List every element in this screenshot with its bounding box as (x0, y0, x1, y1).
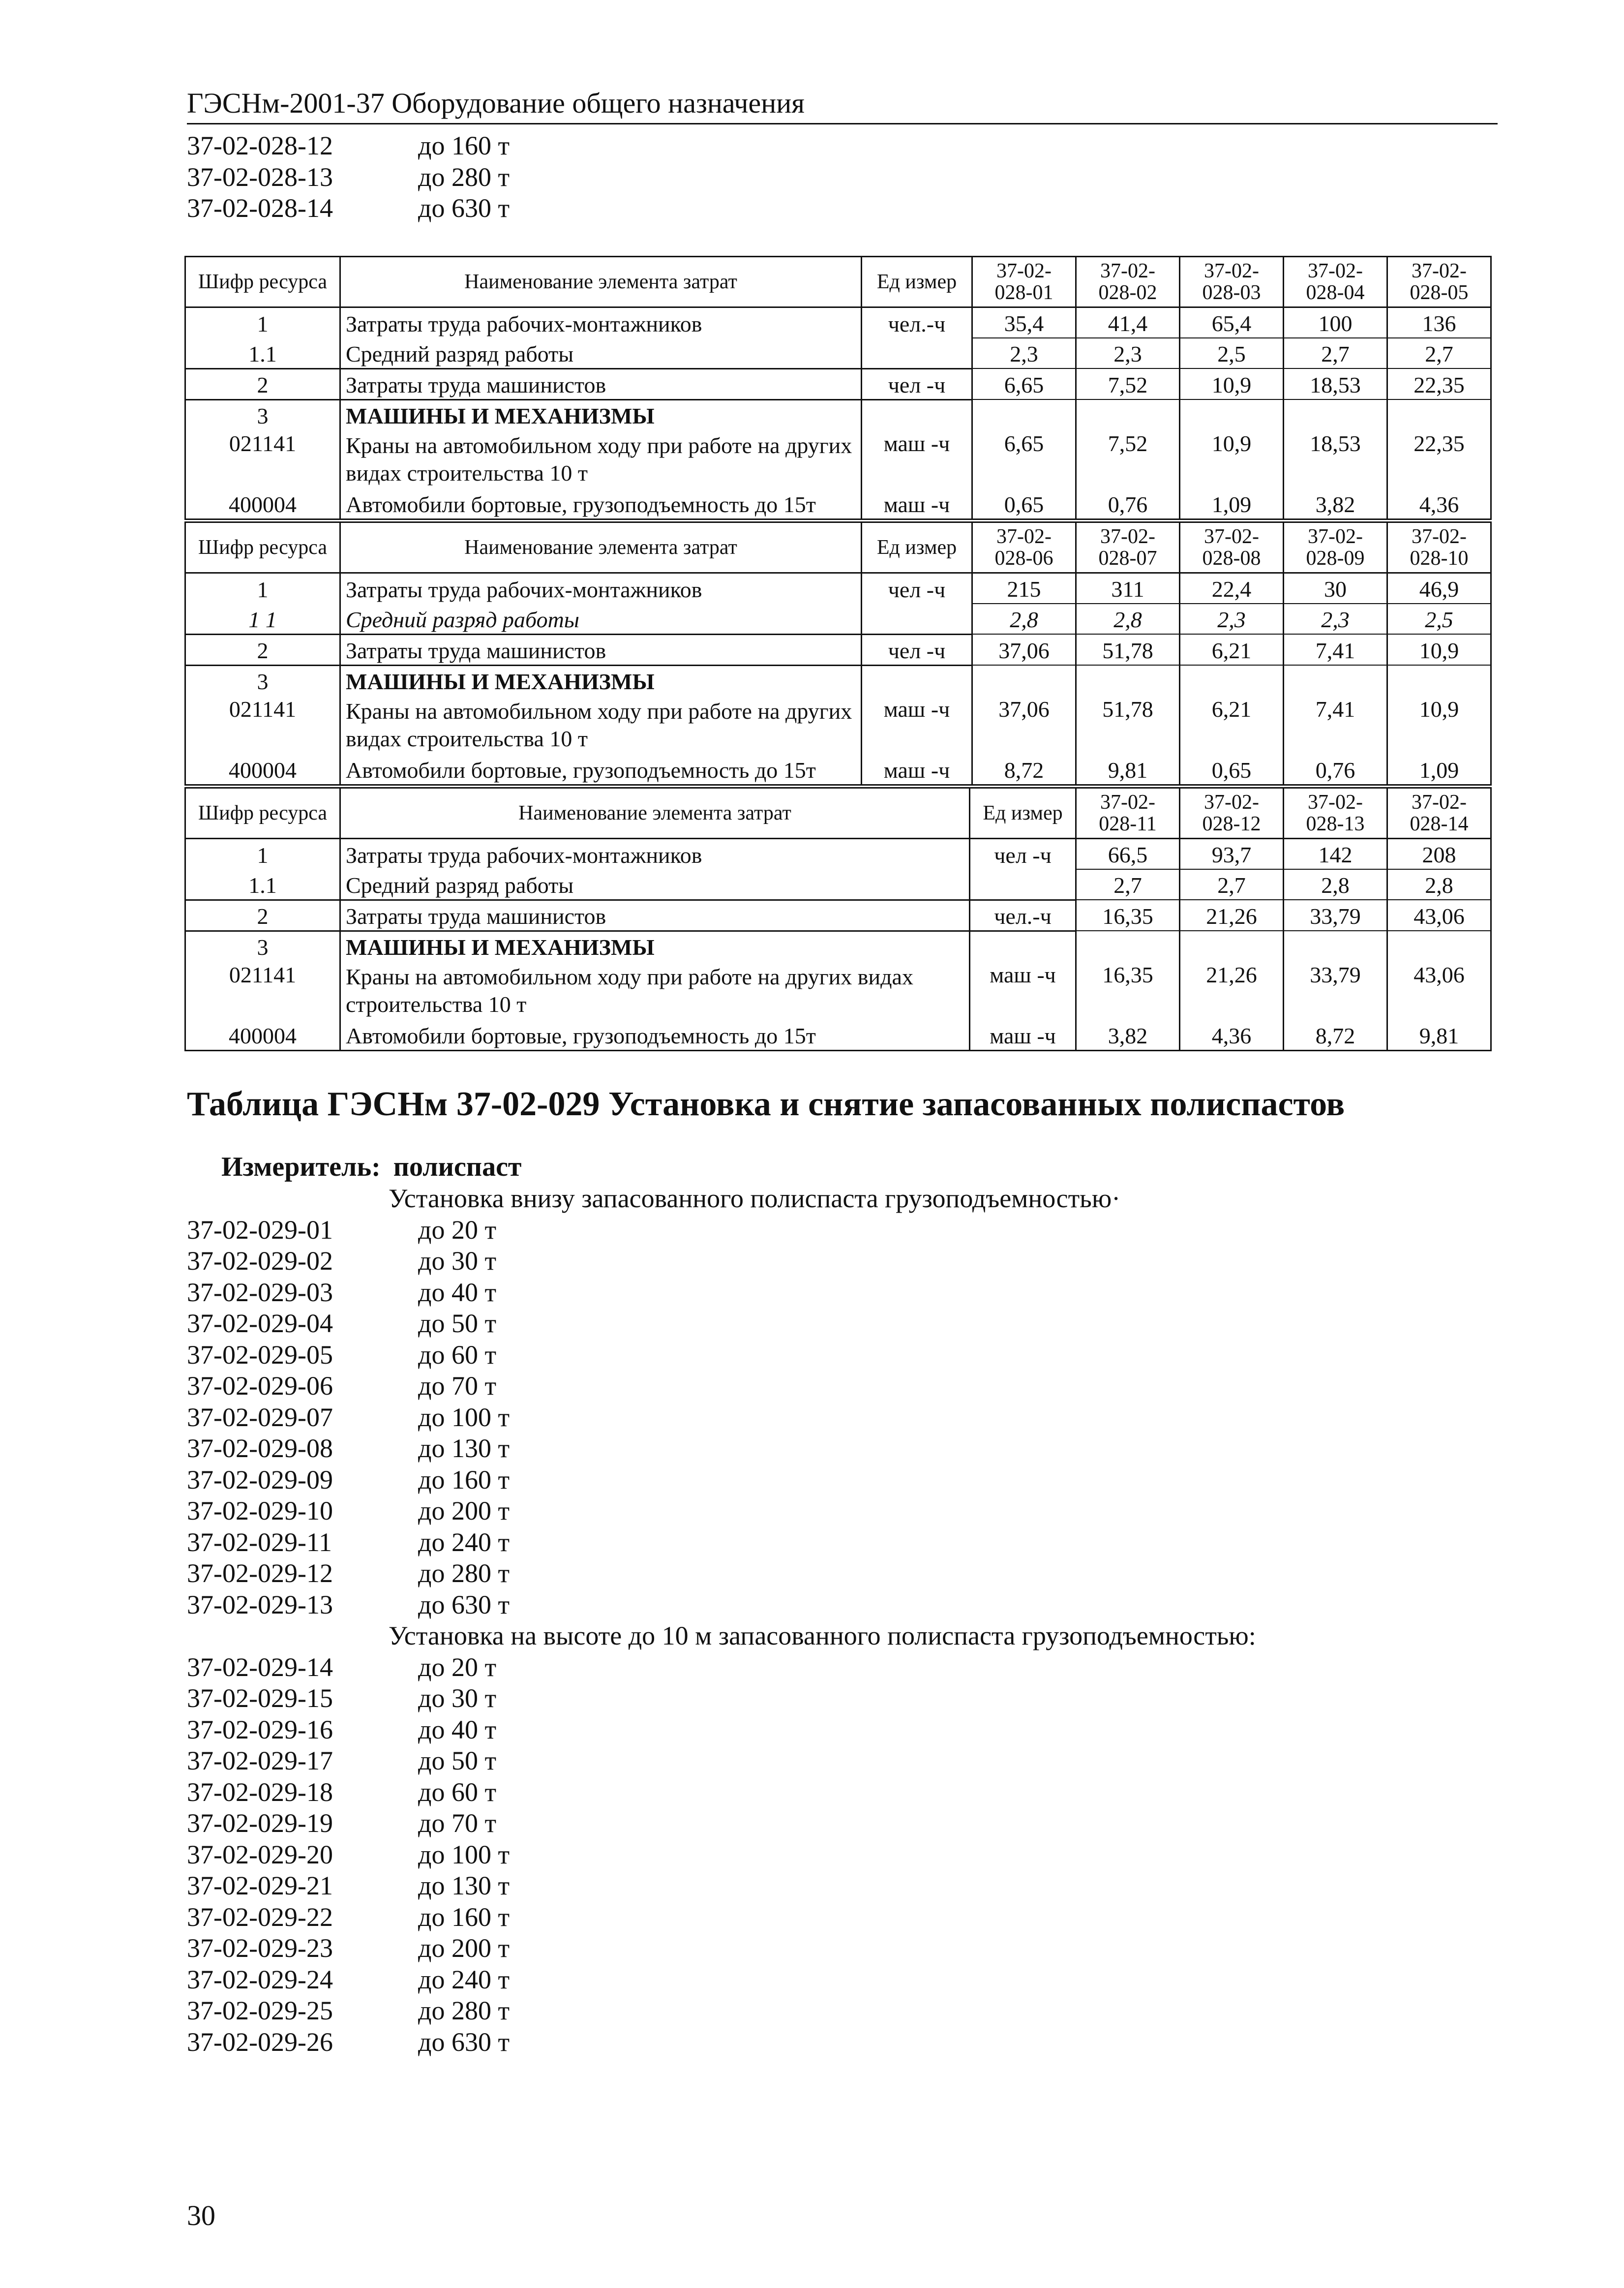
row-unit: чел.-ч (862, 307, 972, 338)
code: 37-02-028-13 (187, 162, 333, 192)
row-value: 21,26 (1180, 961, 1284, 1020)
code-row (187, 1964, 1256, 1996)
row-value: 10,9 (1180, 368, 1284, 399)
code-row (187, 1495, 1256, 1527)
table-row (185, 1020, 1491, 1051)
row-name: Затраты труда машинистов (340, 634, 862, 665)
code-desc: до 630 т (418, 1589, 510, 1619)
row-unit: маш -ч (862, 696, 972, 755)
row-code: 1 1 (185, 604, 340, 634)
code-desc: до 50 т (418, 1309, 497, 1338)
table-header-row (185, 257, 1491, 307)
page-number: 30 (187, 2199, 215, 2231)
code-desc: до 130 т (418, 1871, 510, 1900)
table-row (185, 634, 1491, 665)
row-value: 2,7 (1076, 869, 1180, 900)
row-code: 1 (185, 573, 340, 604)
row-value: 2,3 (1180, 604, 1284, 634)
row-value: 215 (972, 573, 1076, 604)
row-code: 021141 (185, 430, 340, 489)
code: 37-02-029-01 (187, 1215, 333, 1245)
header-column: 37-02- 028-12 (1180, 788, 1284, 839)
code-row (187, 1527, 1256, 1558)
row-value: 10,9 (1387, 696, 1491, 755)
row-code: 1.1 (185, 869, 340, 900)
code-row (187, 1402, 1256, 1434)
code: 37-02-029-26 (187, 2027, 333, 2057)
row-value: 6,65 (972, 430, 1076, 489)
code-row (187, 1745, 1256, 1777)
code-row (187, 1433, 1256, 1464)
row-name: Затраты труда рабочих-монтажников (340, 307, 862, 338)
row-code: 2 (185, 368, 340, 399)
row-value: 100 (1284, 307, 1387, 338)
header-column: 37-02- 028-07 (1076, 522, 1180, 573)
row-code: 400004 (185, 489, 340, 519)
code-desc: до 20 т (418, 1652, 497, 1682)
header-element-name: Наименование элемента затрат (340, 788, 970, 839)
row-value: 22,35 (1387, 368, 1491, 399)
row-unit: маш -ч (970, 1020, 1076, 1051)
row-value: 2,8 (1076, 604, 1180, 634)
row-code: 3 (185, 665, 340, 696)
row-value: 6,21 (1180, 634, 1284, 665)
row-value: 3,82 (1076, 1020, 1180, 1051)
row-name: МАШИНЫ И МЕХАНИЗМЫ (340, 399, 862, 430)
row-value: 9,81 (1076, 755, 1180, 785)
header-column: 37-02- 028-03 (1180, 257, 1284, 307)
header-column: 37-02- 028-02 (1076, 257, 1180, 307)
row-value: 51,78 (1076, 696, 1180, 755)
row-value: 8,72 (972, 755, 1076, 785)
resource-table-3 (184, 787, 1492, 1051)
row-value: 51,78 (1076, 634, 1180, 665)
table-row (185, 755, 1491, 785)
section-label: Установка внизу запасованного полиспаста грузоподъемностью· (389, 1184, 1121, 1213)
table-row (185, 399, 1491, 430)
code-row (187, 1340, 1256, 1371)
table-row (185, 696, 1491, 755)
row-value: 16,35 (1076, 900, 1180, 931)
code-row (187, 1995, 1256, 2027)
row-code: 400004 (185, 1020, 340, 1051)
row-value: 37,06 (972, 696, 1076, 755)
row-value: 7,52 (1076, 430, 1180, 489)
row-value: 43,06 (1387, 961, 1491, 1020)
page-header: ГЭСНм-2001-37 Оборудование общего назначения (187, 84, 1498, 124)
row-value: 35,4 (972, 307, 1076, 338)
code-desc: до 280 т (418, 1996, 510, 2025)
code-desc: до 160 т (418, 131, 510, 160)
row-value: 2,7 (1284, 338, 1387, 368)
row-value (1180, 665, 1284, 696)
row-value: 37,06 (972, 634, 1076, 665)
code: 37-02-029-13 (187, 1589, 333, 1619)
row-value: 2,8 (1284, 869, 1387, 900)
header-column: 37-02- 028-06 (972, 522, 1076, 573)
code-row (187, 1777, 1256, 1808)
resource-table-1 (184, 256, 1492, 520)
row-unit (862, 604, 972, 634)
code: 37-02-029-02 (187, 1246, 333, 1276)
row-name: Затраты труда машинистов (340, 900, 970, 931)
code-row (187, 2027, 1256, 2058)
row-value: 33,79 (1284, 900, 1387, 931)
row-value (1076, 399, 1180, 430)
row-value: 3,82 (1284, 489, 1387, 519)
row-value (1387, 665, 1491, 696)
table-row (185, 604, 1491, 634)
code-desc: до 200 т (418, 1933, 510, 1963)
code-row (187, 1714, 1256, 1746)
code: 37-02-029-24 (187, 1964, 333, 1994)
code-desc: до 240 т (418, 1527, 510, 1557)
code: 37-02-029-20 (187, 1839, 333, 1869)
header-column: 37-02- 028-11 (1076, 788, 1180, 839)
row-value: 1,09 (1180, 489, 1284, 519)
resource-table-2 (184, 521, 1492, 786)
header-column: 37-02- 028-13 (1284, 788, 1387, 839)
table-row (185, 869, 1491, 900)
code: 37-02-029-17 (187, 1746, 333, 1775)
code-row (187, 1371, 1256, 1402)
code: 37-02-029-25 (187, 1996, 333, 2025)
header-column: 37-02- 028-05 (1387, 257, 1491, 307)
code-row (187, 1933, 1256, 1964)
row-name: МАШИНЫ И МЕХАНИЗМЫ (340, 931, 970, 961)
code-desc: до 40 т (418, 1714, 497, 1744)
code-row (187, 1215, 1256, 1246)
code: 37-02-029-16 (187, 1714, 333, 1744)
row-value: 22,35 (1387, 430, 1491, 489)
row-value: 2,3 (972, 338, 1076, 368)
code: 37-02-029-04 (187, 1309, 333, 1338)
code-desc: до 280 т (418, 162, 510, 192)
row-unit (862, 399, 972, 430)
row-value (1180, 931, 1284, 961)
code-row (187, 1902, 1256, 1933)
code: 37-02-029-14 (187, 1652, 333, 1682)
row-code: 2 (185, 900, 340, 931)
row-value: 18,53 (1284, 368, 1387, 399)
code: 37-02-029-03 (187, 1277, 333, 1307)
row-name: Краны на автомобильном ходу при работе на других видах строительства 10 т (340, 696, 862, 755)
row-value (1387, 399, 1491, 430)
code-row (187, 1839, 1256, 1871)
row-value (1387, 931, 1491, 961)
code-row (187, 1308, 1256, 1340)
row-value: 21,26 (1180, 900, 1284, 931)
code: 37-02-029-12 (187, 1558, 333, 1588)
code-desc: до 70 т (418, 1371, 497, 1401)
row-name: Средний разряд работы (340, 869, 970, 900)
code-desc: до 50 т (418, 1746, 497, 1775)
code: 37-02-029-15 (187, 1683, 333, 1713)
row-value: 7,52 (1076, 368, 1180, 399)
code-row (187, 1277, 1256, 1309)
header-column: 37-02- 028-04 (1284, 257, 1387, 307)
row-name: Автомобили бортовые, грузоподъемность до 15т (340, 1020, 970, 1051)
row-name: Затраты труда рабочих-монтажников (340, 839, 970, 870)
code-row (187, 1870, 1256, 1902)
section-1-list (187, 1215, 1256, 1621)
row-value: 43,06 (1387, 900, 1491, 931)
row-value: 2,3 (1076, 338, 1180, 368)
code-desc: до 200 т (418, 1496, 510, 1525)
code: 37-02-029-19 (187, 1808, 333, 1838)
header-resource-code: Шифр ресурса (185, 257, 340, 307)
code-desc: до 630 т (418, 193, 510, 223)
row-unit: чел -ч (862, 634, 972, 665)
row-value: 7,41 (1284, 696, 1387, 755)
table-header-row (185, 522, 1491, 573)
header-unit: Ед измер (862, 522, 972, 573)
row-value: 46,9 (1387, 573, 1491, 604)
row-value (1284, 665, 1387, 696)
meter-line (221, 1151, 534, 1183)
code-row (187, 1589, 1256, 1621)
row-unit: чел.-ч (970, 900, 1076, 931)
code-desc: до 100 т (418, 1402, 510, 1432)
table-row (185, 430, 1491, 489)
row-unit: чел -ч (862, 368, 972, 399)
code-desc: до 160 т (418, 1464, 510, 1495)
code-row (187, 1464, 1256, 1496)
code: 37-02-029-07 (187, 1402, 333, 1432)
code: 37-02-029-22 (187, 1902, 333, 1932)
code: 37-02-029-11 (187, 1527, 332, 1557)
row-value (1076, 931, 1180, 961)
section-label: Установка на высоте до 10 м запасованного полиспаста грузоподъемностью: (389, 1621, 1256, 1650)
row-value (1284, 931, 1387, 961)
row-unit: маш -ч (970, 961, 1076, 1020)
table-row (185, 839, 1491, 870)
header-resource-code: Шифр ресурса (185, 522, 340, 573)
row-value: 2,8 (1387, 869, 1491, 900)
row-value: 7,41 (1284, 634, 1387, 665)
table-row (185, 573, 1491, 604)
code-row (187, 193, 510, 224)
row-value: 9,81 (1387, 1020, 1491, 1051)
row-unit: чел -ч (970, 839, 1076, 870)
code-desc: до 100 т (418, 1839, 510, 1869)
code: 37-02-029-05 (187, 1340, 333, 1370)
row-value: 10,9 (1180, 430, 1284, 489)
code-desc: до 130 т (418, 1434, 510, 1463)
row-value: 2,3 (1284, 604, 1387, 634)
code: 37-02-029-06 (187, 1371, 333, 1401)
row-value: 30 (1284, 573, 1387, 604)
row-code: 021141 (185, 696, 340, 755)
table-row (185, 900, 1491, 931)
row-unit (862, 338, 972, 368)
code: 37-02-029-18 (187, 1777, 333, 1807)
row-value: 136 (1387, 307, 1491, 338)
code-desc: до 280 т (418, 1558, 510, 1588)
row-name: Средний разряд работы (340, 338, 862, 368)
code: 37-02-028-12 (187, 131, 333, 160)
code-row (187, 1246, 1256, 1277)
row-code: 1.1 (185, 338, 340, 368)
code-row (187, 1808, 1256, 1839)
code-desc: до 40 т (418, 1277, 497, 1307)
row-value: 311 (1076, 573, 1180, 604)
row-value (1284, 399, 1387, 430)
code-desc: до 60 т (418, 1777, 497, 1807)
code-desc: до 60 т (418, 1340, 497, 1370)
row-name: Краны на автомобильном ходу при работе на других видах строительства 10 т (340, 961, 970, 1020)
meter-value: полиспаст (393, 1152, 522, 1182)
row-code: 1 (185, 307, 340, 338)
top-code-list (187, 130, 510, 224)
row-value: 41,4 (1076, 307, 1180, 338)
row-value: 142 (1284, 839, 1387, 870)
row-unit (862, 665, 972, 696)
row-code: 3 (185, 931, 340, 961)
header-column: 37-02- 028-08 (1180, 522, 1284, 573)
row-value: 93,7 (1180, 839, 1284, 870)
code-row (187, 130, 510, 162)
row-value: 1,09 (1387, 755, 1491, 785)
header-unit: Ед измер (862, 257, 972, 307)
row-value (1180, 399, 1284, 430)
row-value: 22,4 (1180, 573, 1284, 604)
section-2-list (187, 1652, 1256, 2058)
code-desc: до 30 т (418, 1683, 497, 1713)
row-value: 2,7 (1180, 869, 1284, 900)
table-header-row (185, 788, 1491, 839)
table-title: Таблица ГЭСНм 37-02-029 Установка и снятие запасованных полиспастов (187, 1085, 1345, 1123)
row-value: 2,8 (972, 604, 1076, 634)
code-desc: до 20 т (418, 1215, 497, 1245)
header-column: 37-02- 028-09 (1284, 522, 1387, 573)
header-unit: Ед измер (970, 788, 1076, 839)
code-desc: до 70 т (418, 1808, 497, 1838)
row-name: Затраты труда рабочих-монтажников (340, 573, 862, 604)
code-desc: до 630 т (418, 2027, 510, 2057)
row-unit: маш -ч (862, 430, 972, 489)
row-value: 208 (1387, 839, 1491, 870)
row-value: 66,5 (1076, 839, 1180, 870)
table-row (185, 338, 1491, 368)
row-value: 6,21 (1180, 696, 1284, 755)
row-value: 0,65 (972, 489, 1076, 519)
code-desc: до 30 т (418, 1246, 497, 1276)
code-desc: до 160 т (418, 1902, 510, 1932)
code-desc: до 240 т (418, 1964, 510, 1994)
row-name: Средний разряд работы (340, 604, 862, 634)
code-row (187, 1652, 1256, 1683)
row-name: Автомобили бортовые, грузоподъемность до 15т (340, 755, 862, 785)
row-value: 2,5 (1180, 338, 1284, 368)
row-value (972, 665, 1076, 696)
table-row (185, 665, 1491, 696)
meter-label: Измеритель: (221, 1152, 381, 1182)
row-unit: маш -ч (862, 755, 972, 785)
row-value: 0,65 (1180, 755, 1284, 785)
code: 37-02-029-23 (187, 1933, 333, 1963)
row-value: 8,72 (1284, 1020, 1387, 1051)
row-name: МАШИНЫ И МЕХАНИЗМЫ (340, 665, 862, 696)
row-name: Краны на автомобильном ходу при работе на других видах строительства 10 т (340, 430, 862, 489)
row-value: 2,5 (1387, 604, 1491, 634)
header-column: 37-02- 028-01 (972, 257, 1076, 307)
row-value: 33,79 (1284, 961, 1387, 1020)
header-element-name: Наименование элемента затрат (340, 257, 862, 307)
row-value: 6,65 (972, 368, 1076, 399)
row-unit (970, 869, 1076, 900)
code-row (187, 1558, 1256, 1589)
code-row (187, 1683, 1256, 1714)
row-value: 0,76 (1076, 489, 1180, 519)
row-value (1076, 665, 1180, 696)
row-value: 4,36 (1180, 1020, 1284, 1051)
row-code: 021141 (185, 961, 340, 1020)
row-value: 10,9 (1387, 634, 1491, 665)
row-value: 0,76 (1284, 755, 1387, 785)
code: 37-02-028-14 (187, 193, 333, 223)
row-unit: маш -ч (862, 489, 972, 519)
code: 37-02-029-10 (187, 1496, 333, 1525)
row-code: 1 (185, 839, 340, 870)
header-element-name: Наименование элемента затрат (340, 522, 862, 573)
table-row (185, 961, 1491, 1020)
row-name: Затраты труда машинистов (340, 368, 862, 399)
row-value: 18,53 (1284, 430, 1387, 489)
row-value (972, 399, 1076, 430)
row-value: 65,4 (1180, 307, 1284, 338)
row-code: 3 (185, 399, 340, 430)
code: 37-02-029-21 (187, 1871, 333, 1900)
code-row (187, 162, 510, 193)
code: 37-02-029-09 (187, 1464, 333, 1495)
row-value: 16,35 (1076, 961, 1180, 1020)
table-row (185, 307, 1491, 338)
header-column: 37-02- 028-10 (1387, 522, 1491, 573)
row-unit: чел -ч (862, 573, 972, 604)
table-row (185, 368, 1491, 399)
row-code: 400004 (185, 755, 340, 785)
row-value: 2,7 (1387, 338, 1491, 368)
header-resource-code: Шифр ресурса (185, 788, 340, 839)
row-name: Автомобили бортовые, грузоподъемность до 15т (340, 489, 862, 519)
header-column: 37-02- 028-14 (1387, 788, 1491, 839)
table-row (185, 489, 1491, 519)
row-code: 2 (185, 634, 340, 665)
row-unit (970, 931, 1076, 961)
table029-code-list (187, 1183, 1256, 2058)
table-row (185, 931, 1491, 961)
code: 37-02-029-08 (187, 1434, 333, 1463)
row-value: 4,36 (1387, 489, 1491, 519)
